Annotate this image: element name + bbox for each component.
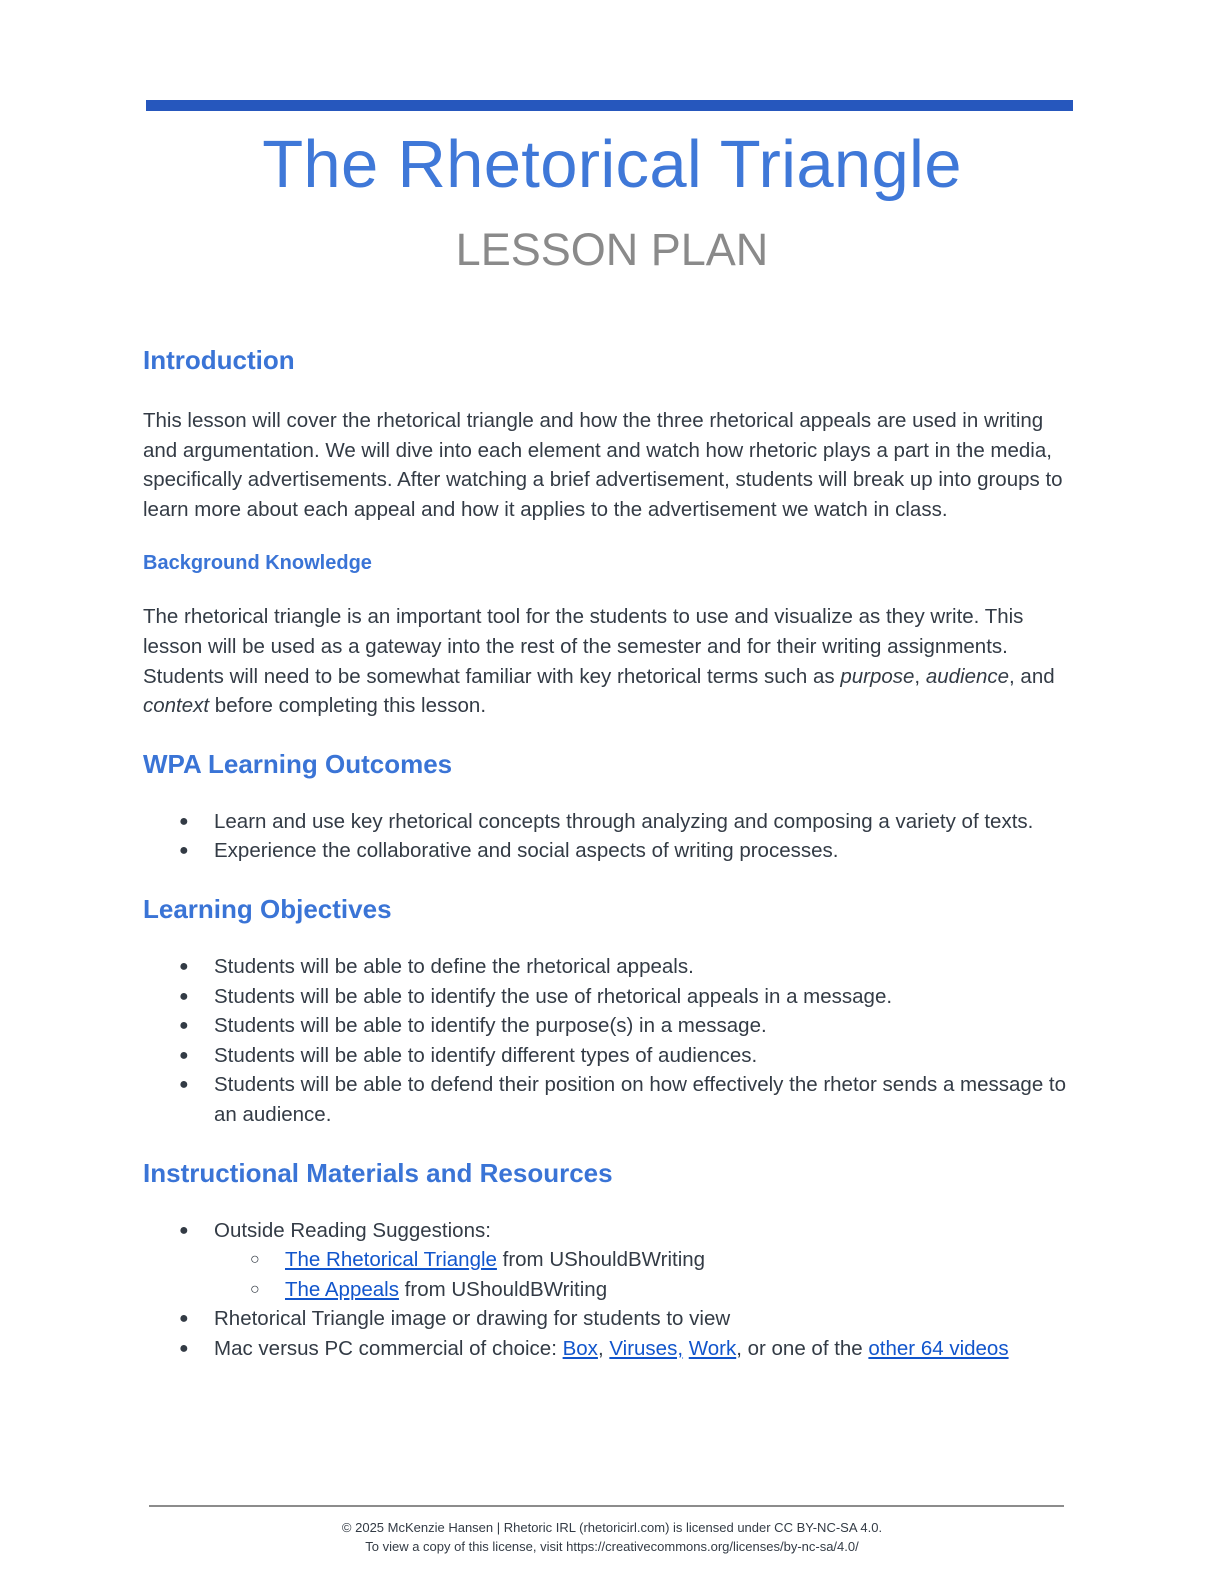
list-item: ● Learn and use key rhetorical concepts through analyzing and composing a variety of texts. <box>143 807 1073 837</box>
document-body <box>143 340 1073 1363</box>
background-text-start: The rhetorical triangle is an important tool for the students to use and visualize as they write. This lesson will be used as a gateway into the rest of the semester and for their writing assignments. Students will need to be somewhat familiar with key rhetorical terms such as <box>143 605 1024 688</box>
viruses-video-link[interactable]: Viruses, <box>609 1336 684 1360</box>
license-link-line: To view a copy of this license, visit https://creativecommons.org/licenses/by-nc-sa/4.0/ <box>365 1539 859 1554</box>
other-videos-link[interactable]: other 64 videos <box>868 1336 1009 1360</box>
commercial-text: , or one of the <box>736 1336 869 1360</box>
footer <box>0 1518 1224 1556</box>
footer-rule <box>149 1505 1064 1507</box>
reading-source: from UShouldBWriting <box>496 1248 706 1272</box>
license-line: © 2025 McKenzie Hansen | Rhetoric IRL (rhetoricirl.com) is licensed under CC BY-NC-SA 4.0. <box>341 1520 883 1535</box>
objectives-list <box>143 952 1073 1130</box>
reading-source: from UShouldBWriting <box>398 1277 608 1301</box>
background-paragraph <box>143 602 1073 720</box>
reading-suggestions-label: Outside Reading Suggestions: <box>214 1218 491 1242</box>
list-item: ● Students will be able to defend their position on how effectively the rhetor sends a message to an audience. <box>143 1070 1073 1129</box>
wpa-heading: WPA Learning Outcomes <box>143 748 453 779</box>
commercial-label: Mac versus PC commercial of choice: <box>214 1336 563 1360</box>
readings-sublist <box>214 1245 1073 1304</box>
box-video-link[interactable]: Box <box>562 1336 598 1360</box>
term-audience: audience <box>925 664 1010 688</box>
list-item: ● Students will be able to identify the purpose(s) in a message. <box>143 1011 1073 1041</box>
background-heading: Background Knowledge <box>143 552 372 575</box>
list-item <box>214 1275 1073 1305</box>
wpa-section <box>143 744 1073 866</box>
list-item: ● Students will be able to identify the use of rhetorical appeals in a message. <box>143 982 1073 1012</box>
term-purpose: purpose <box>840 664 915 688</box>
header-rule <box>146 100 1073 111</box>
background-section <box>143 548 1073 720</box>
work-video-link[interactable]: Work <box>688 1336 737 1360</box>
list-item <box>143 1334 1073 1364</box>
list-item: ● Students will be able to identify different types of audiences. <box>143 1041 1073 1071</box>
list-item <box>143 1216 1073 1305</box>
introduction-paragraph: This lesson will cover the rhetorical triangle and how the three rhetorical appeals are used in writing and argumentation. We will dive into each element and watch how rhetoric plays a part in the media, specifically advertisements. After watching a brief advertisement, students will break up into groups to learn more about each appeal and how it applies to the advertisement we watch in class. <box>143 409 1063 521</box>
background-text-end: before completing this lesson. <box>209 694 487 718</box>
list-item: ● Experience the collaborative and social aspects of writing processes. <box>143 836 1073 866</box>
objectives-section <box>143 889 1073 1130</box>
materials-list <box>143 1216 1073 1364</box>
separator: , <box>597 1336 610 1360</box>
introduction-heading: Introduction <box>143 345 295 375</box>
rhetorical-triangle-link[interactable]: The Rhetorical Triangle <box>285 1248 497 1272</box>
materials-heading: Instructional Materials and Resources <box>143 1157 613 1188</box>
term-context: context <box>143 694 210 718</box>
materials-section <box>143 1153 1073 1364</box>
wpa-list <box>143 807 1073 866</box>
introduction-section <box>143 340 1073 524</box>
list-item: ● Students will be able to define the rhetorical appeals. <box>143 952 1073 982</box>
list-item <box>214 1245 1073 1275</box>
page-subtitle: LESSON PLAN <box>455 224 769 275</box>
list-item: ● Rhetorical Triangle image or drawing for students to view <box>143 1304 1073 1334</box>
separator: , and <box>1009 664 1055 688</box>
page-title: The Rhetorical Triangle <box>262 127 962 202</box>
objectives-heading: Learning Objectives <box>143 893 392 924</box>
appeals-link[interactable]: The Appeals <box>285 1277 399 1301</box>
separator: , <box>914 664 926 688</box>
